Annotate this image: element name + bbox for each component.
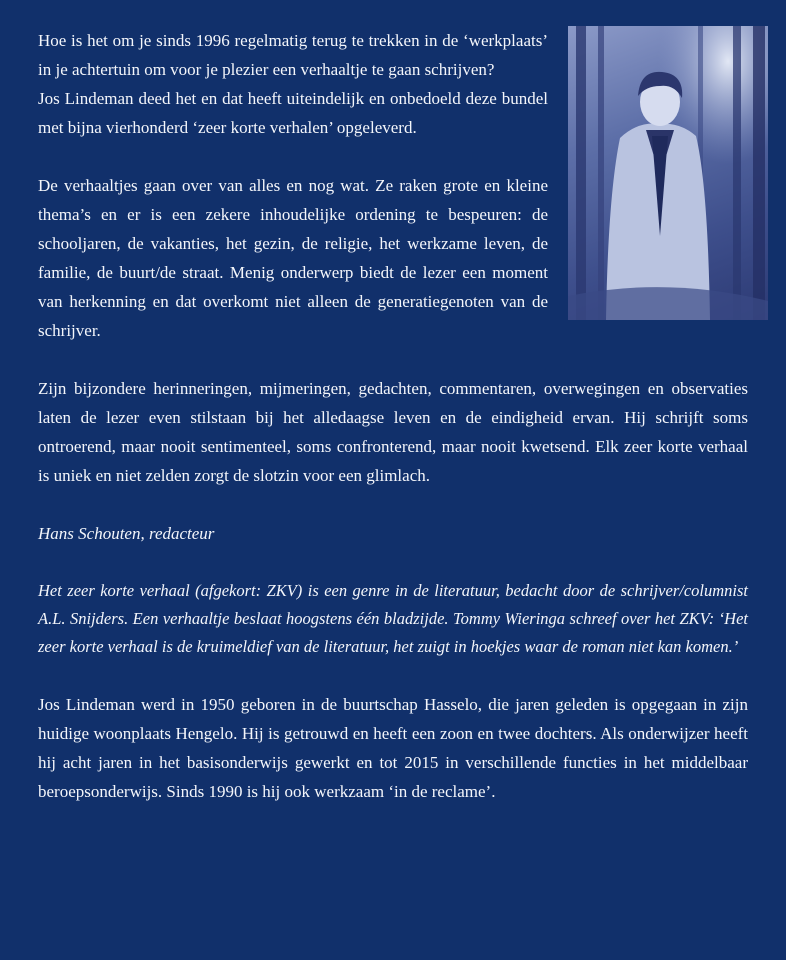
- intro-paragraph-1: Hoe is het om je sinds 1996 regelmatig terug te trekken in de ‘werkplaats’ in je achtertuin om voor je plezier een verhaaltje te gaan schrijven?: [38, 31, 548, 79]
- zkv-definition-paragraph: Het zeer korte verhaal (afgekort: ZKV) is een genre in de literatuur, bedacht door de schrijver/columnist A.L. Snijders. Een verhaaltje beslaat hoogstens één bladzijde. Tommy Wieringa schreef over het ZKV: ‘Het zeer korte verhaal is de kruimeldief van de literatuur, het zuigt in hoekjes waar de roman niet kan komen.’: [38, 581, 748, 656]
- back-cover-text: [38, 26, 748, 806]
- author-photo: [568, 26, 768, 320]
- intro-paragraph-2: Jos Lindeman deed het en dat heeft uiteindelijk en onbedoeld deze bundel met bijna vierhonderd ‘zeer korte verhalen’ opgeleverd.: [38, 89, 548, 137]
- author-photo-image: [568, 26, 768, 320]
- themes-paragraph: De verhaaltjes gaan over van alles en nog wat. Ze raken grote en kleine thema’s en er is een zekere inhoudelijke ordening te bespeuren: de schooljaren, de vakanties, het gezin, de religie, het werkzame leven, de familie, de buurt/de straat. Menig onderwerp biedt de lezer een moment van herkenning en dat overkomt niet alleen de generatiegenoten van de schrijver.: [38, 176, 548, 340]
- editor-signature: Hans Schouten, redacteur: [38, 524, 215, 543]
- reflections-paragraph: Zijn bijzondere herinneringen, mijmeringen, gedachten, commentaren, overwegingen en observaties laten de lezer even stilstaan bij het alledaagse leven en de eindigheid ervan. Hij schrijft soms ontroerend, maar nooit sentimenteel, soms confronterend, maar nooit kwetsend. Elk zeer korte verhaal is uniek en niet zelden zorgt de slotzin voor een glimlach.: [38, 379, 748, 485]
- author-bio-paragraph: Jos Lindeman werd in 1950 geboren in de buurtschap Hasselo, die jaren geleden is opgegaan in zijn huidige woonplaats Hengelo. Hij is getrouwd en heeft een zoon en twee dochters. Als onderwijzer heeft hij acht jaren in het basisonderwijs gewerkt en tot 2015 in verschillende functies in het middelbaar beroepsonderwijs. Sinds 1990 is hij ook werkzaam ‘in de reclame’.: [38, 695, 748, 801]
